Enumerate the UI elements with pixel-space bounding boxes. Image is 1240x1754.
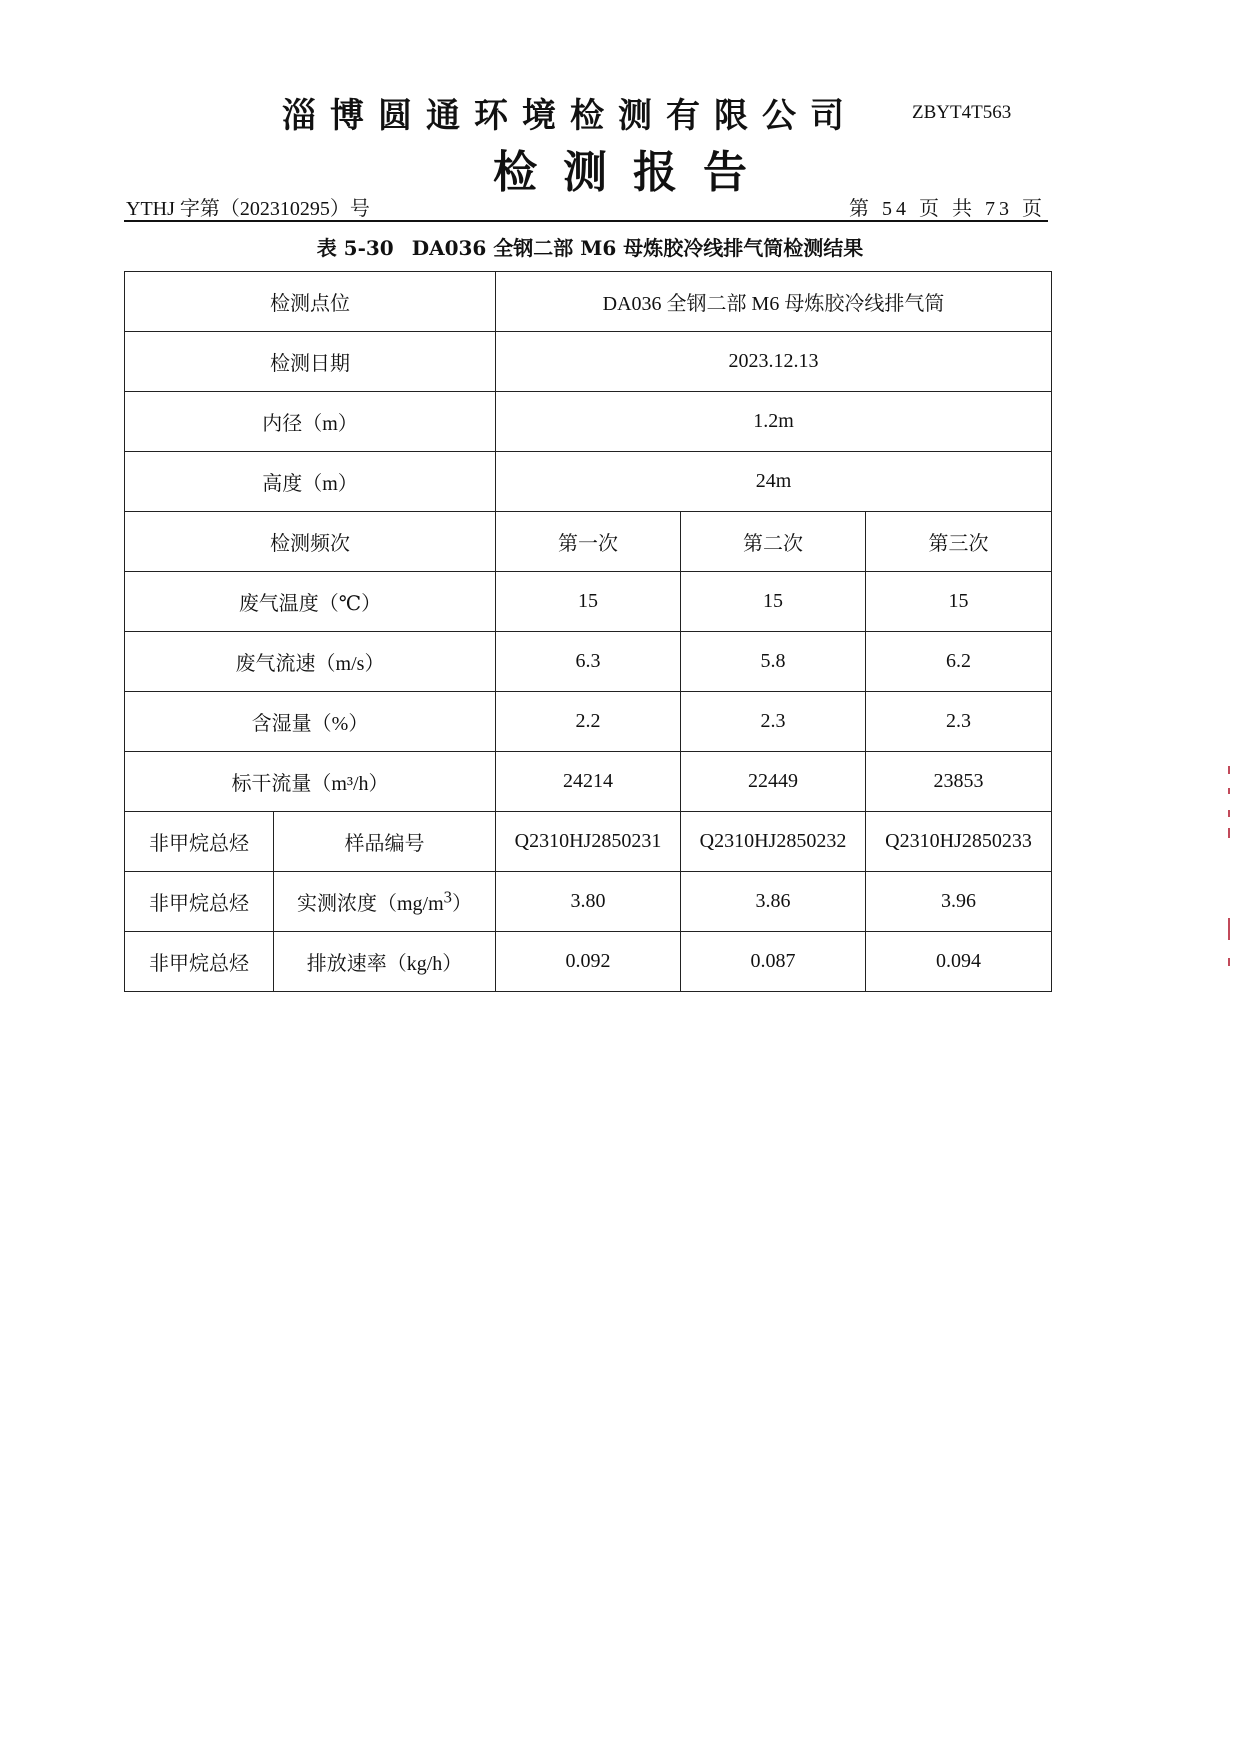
report-meta [124,190,1048,220]
sample-id-2: Q2310HJ2850232 [681,812,866,872]
company-header [0,88,1240,136]
table-title: DA036 全钢二部 M6 母炼胶冷线排气筒检测结果 [411,236,864,260]
location-value: DA036 全钢二部 M6 母炼胶冷线排气筒 [496,272,1052,332]
flow-label: 标干流量（m³/h） [125,752,496,812]
date-value: 2023.12.13 [496,332,1052,392]
header-rule [124,220,1048,222]
emission-rate-3: 0.094 [866,932,1052,992]
concentration-label [274,872,496,932]
table-row [125,812,1052,872]
humidity-3: 2.3 [866,692,1052,752]
report-title: 检测报告 [493,147,773,198]
sample-id-3: Q2310HJ2850233 [866,812,1052,872]
concentration-3: 3.96 [866,872,1052,932]
diameter-value: 1.2m [496,392,1052,452]
frequency-2: 第二次 [681,512,866,572]
table-row [125,572,1052,632]
emission-rate-2: 0.087 [681,932,866,992]
sample-id-label: 样品编号 [274,812,496,872]
table-row [125,632,1052,692]
height-label: 高度（m） [125,452,496,512]
report-number: YTHJ 字第（202310295）号 [126,198,370,220]
date-label: 检测日期 [125,332,496,392]
location-label: 检测点位 [125,272,496,332]
emission-group-label: 非甲烷总烃 [125,932,274,992]
humidity-label: 含湿量（%） [125,692,496,752]
concentration-label-sup: 3 [443,887,452,907]
velocity-2: 5.8 [681,632,866,692]
concentration-2: 3.86 [681,872,866,932]
velocity-1: 6.3 [496,632,681,692]
table-row [125,692,1052,752]
results-table [124,271,1052,992]
table-caption [0,232,1180,261]
flow-3: 23853 [866,752,1052,812]
sample-group-label: 非甲烷总烃 [125,812,274,872]
concentration-group-label: 非甲烷总烃 [125,872,274,932]
velocity-3: 6.2 [866,632,1052,692]
concentration-label-end: ） [452,893,472,915]
table-number: 表 5-30 [316,236,394,260]
emission-rate-1: 0.092 [496,932,681,992]
frequency-1: 第一次 [496,512,681,572]
height-value: 24m [496,452,1052,512]
table-row [125,932,1052,992]
temperature-label: 废气温度（℃） [125,572,496,632]
temperature-1: 15 [496,572,681,632]
concentration-1: 3.80 [496,872,681,932]
seal-edge-marks [1228,760,1236,980]
document-code: ZBYT4T563 [912,102,1012,123]
table-row [125,392,1052,452]
table-row [125,332,1052,392]
table-row [125,752,1052,812]
table-row [125,512,1052,572]
page-info: 第 54 页 共 73 页 [849,198,1046,220]
table-row [125,272,1052,332]
frequency-3: 第三次 [866,512,1052,572]
humidity-2: 2.3 [681,692,866,752]
temperature-2: 15 [681,572,866,632]
flow-2: 22449 [681,752,866,812]
flow-1: 24214 [496,752,681,812]
temperature-3: 15 [866,572,1052,632]
humidity-1: 2.2 [496,692,681,752]
concentration-label-text: 实测浓度（mg/m [297,893,444,915]
diameter-label: 内径（m） [125,392,496,452]
company-name: 淄博圆通环境检测有限公司 [282,96,858,136]
sample-id-1: Q2310HJ2850231 [496,812,681,872]
velocity-label: 废气流速（m/s） [125,632,496,692]
table-row [125,452,1052,512]
frequency-label: 检测频次 [125,512,496,572]
table-row [125,872,1052,932]
emission-rate-label: 排放速率（kg/h） [274,932,496,992]
